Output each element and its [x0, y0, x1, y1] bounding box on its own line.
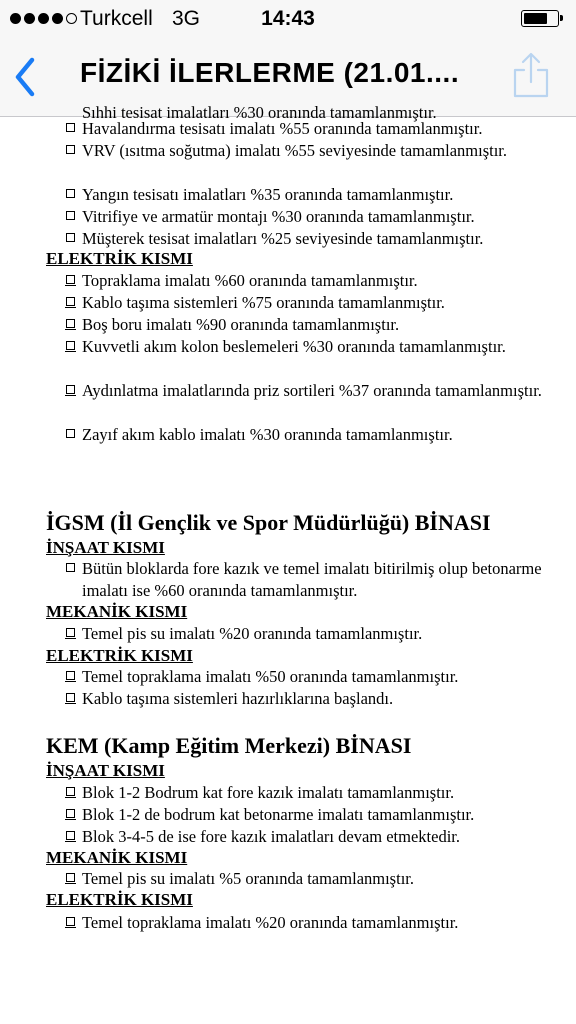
- list-item: Bütün bloklarda fore kazık ve temel imalatı bitirilmiş olup betonarme imalatı ise %60 oranında tamamlanmıştır.: [82, 559, 542, 600]
- list-item: Blok 3-4-5 de ise fore kazık imalatları devam etmektedir.: [82, 827, 460, 846]
- section-heading: İNŞAAT KISMI: [46, 538, 165, 557]
- cut-off-line: Sıhhi tesisat imalatları %30 oranında tamamlanmıştır.: [82, 103, 437, 122]
- bullet-box-icon: [66, 211, 75, 220]
- list-item: Temel pis su imalatı %5 oranında tamamlanmıştır.: [82, 869, 414, 888]
- bullet-box-icon: [66, 123, 75, 132]
- section-heading: ELEKTRİK KISMI: [46, 890, 193, 909]
- bullet-box-icon: [66, 693, 75, 702]
- list-item: Kablo taşıma sistemleri %75 oranında tamamlanmıştır.: [82, 293, 445, 312]
- section-heading: MEKANİK KISMI: [46, 848, 188, 867]
- list-item: Kablo taşıma sistemleri hazırlıklarına başlandı.: [82, 689, 394, 708]
- chevron-left-icon: [8, 52, 52, 102]
- network-type: 3G: [172, 7, 201, 30]
- bullet-box-icon: [66, 319, 75, 328]
- status-bar: [0, 0, 576, 38]
- list-item: Zayıf akım kablo imalatı %30 oranında tamamlanmıştır.: [82, 425, 453, 444]
- list-item: Vitrifiye ve armatür montajı %30 oranında tamamlanmıştır.: [82, 207, 475, 226]
- section-heading: İNŞAAT KISMI: [46, 761, 165, 780]
- list-item: Blok 1-2 Bodrum kat fore kazık imalatı tamamlanmıştır.: [82, 783, 455, 802]
- list-item: Temel pis su imalatı %20 oranında tamamlanmıştır.: [82, 624, 423, 643]
- list-item: Temel topraklama imalatı %20 oranında tamamlanmıştır.: [82, 913, 459, 932]
- page-title: FİZİKİ İLERLERME (21.01....: [80, 57, 460, 88]
- list-item: VRV (ısıtma soğutma) imalatı %55 seviyesinde tamamlanmıştır.: [82, 141, 508, 160]
- section-heading: ELEKTRİK KISMI: [46, 646, 193, 665]
- section-heading: ELEKTRİK KISMI: [46, 249, 193, 268]
- list-item: Aydınlatma imalatlarında priz sortileri %37 oranında tamamlanmıştır.: [82, 381, 542, 400]
- clock: 14:43: [261, 7, 315, 30]
- list-item: Blok 1-2 de bodrum kat betonarme imalatı tamamlanmıştır.: [82, 805, 475, 824]
- bullet-box-icon: [66, 917, 75, 926]
- share-button[interactable]: [506, 50, 556, 100]
- bullet-box-icon: [66, 233, 75, 242]
- bullet-box-icon: [66, 671, 75, 680]
- bullet-box-icon: [66, 297, 75, 306]
- building-heading: İGSM (İl Gençlik ve Spor Müdürlüğü) BİNASI: [46, 510, 491, 535]
- bullet-box-icon: [66, 275, 75, 284]
- list-item: Temel topraklama imalatı %50 oranında tamamlanmıştır.: [82, 667, 459, 686]
- building-heading: KEM (Kamp Eğitim Merkezi) BİNASI: [46, 733, 412, 758]
- list-item: Yangın tesisatı imalatları %35 oranında tamamlanmıştır.: [82, 185, 454, 204]
- share-icon: [506, 50, 556, 100]
- bullet-box-icon: [66, 563, 75, 572]
- bullet-box-icon: [66, 145, 75, 154]
- battery-icon: [521, 10, 559, 27]
- list-item: Müşterek tesisat imalatları %25 seviyesinde tamamlanmıştır.: [82, 229, 484, 248]
- bullet-box-icon: [66, 341, 75, 350]
- list-item: Havalandırma tesisatı imalatı %55 oranında tamamlanmıştır.: [82, 119, 483, 138]
- carrier-name: Turkcell: [80, 7, 153, 30]
- bullet-box-icon: [66, 628, 75, 637]
- back-button[interactable]: [8, 52, 52, 102]
- section-heading: MEKANİK KISMI: [46, 602, 188, 621]
- bullet-box-icon: [66, 831, 75, 840]
- bullet-box-icon: [66, 429, 75, 438]
- bullet-box-icon: [66, 787, 75, 796]
- bullet-box-icon: [66, 385, 75, 394]
- bullet-box-icon: [66, 189, 75, 198]
- bullet-box-icon: [66, 873, 75, 882]
- bullet-box-icon: [66, 809, 75, 818]
- document-viewer[interactable]: [0, 103, 576, 1024]
- list-item: Kuvvetli akım kolon beslemeleri %30 oranında tamamlanmıştır.: [82, 337, 506, 356]
- list-item: Boş boru imalatı %90 oranında tamamlanmıştır.: [82, 315, 400, 334]
- list-item: Topraklama imalatı %60 oranında tamamlanmıştır.: [82, 271, 418, 290]
